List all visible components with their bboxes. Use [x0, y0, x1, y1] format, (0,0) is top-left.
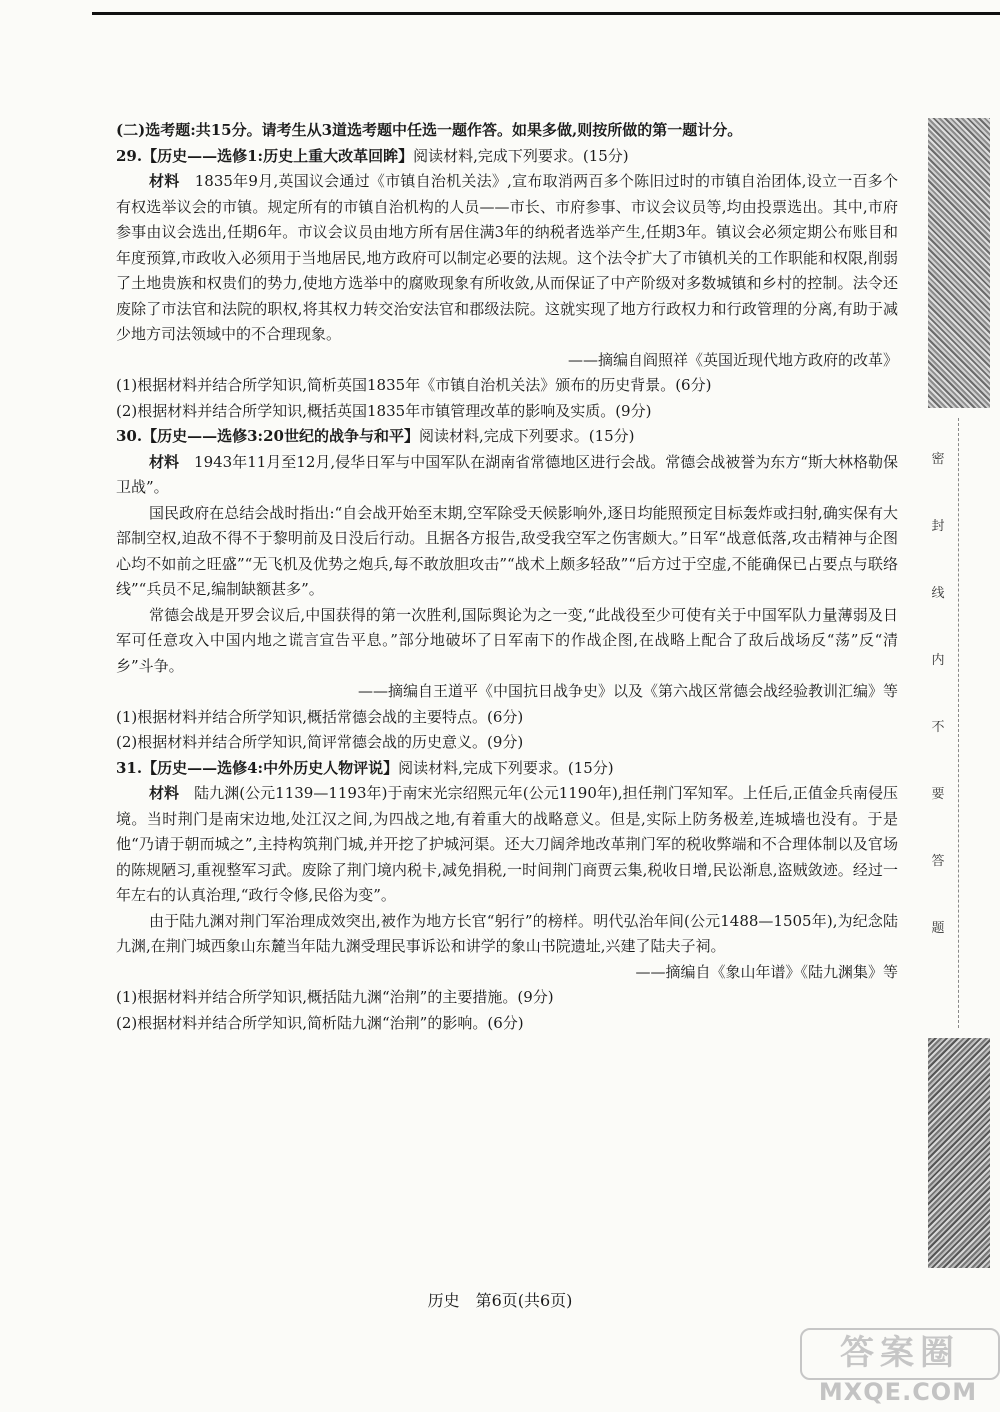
seal-char: 线 — [931, 586, 945, 601]
material-text: 陆九渊(公元1139—1193年)于南宋光宗绍熙元年(公元1190年),担任荆门军知军。上任后,正值金兵南侵压境。当时荆门是南宋边地,处江汉之间,为四战之地,有着重大的战略意义。但是,实际上防务极差,连城墙也没有。于是他“乃请于朝而城之”,主持构筑荆门城,并开挖了护城河渠。还大刀阔斧地改革荆门军的税收弊端和不合理体制以及官场的陈规陋习,重视整军习武。废除了荆门境内税卡,减免捐税,一时间荆门商贾云集,税收日增,民讼渐息,盗贼敛迹。经过一年左右的认真治理,“政行令修,民俗为变”。 — [116, 784, 898, 904]
watermark-url: MXQE.COM — [818, 1378, 978, 1406]
page-footer: 历史 第6页(共6页) — [427, 1291, 573, 1310]
material-paragraph — [116, 781, 898, 909]
material-source: ——摘编自《象山年谱》《陆九渊集》等 — [635, 962, 898, 981]
scan-texture-top — [928, 118, 990, 408]
material-label: 材料 — [149, 784, 180, 802]
question-30 — [116, 424, 898, 756]
material-paragraph — [116, 450, 898, 501]
scan-texture-bottom — [928, 1038, 990, 1268]
question-number: 31. — [116, 758, 143, 777]
material-label: 材料 — [149, 452, 180, 471]
question-header — [116, 756, 898, 782]
material-label: 材料 — [149, 172, 180, 190]
question-29 — [116, 144, 898, 425]
subquestion: (1)根据材料并结合所学知识,简析英国1835年《市镇自治机关法》颁布的历史背景。(6分) — [116, 376, 712, 394]
material-text: 1835年9月,英国议会通过《市镇自治机关法》,宣布取消两百多个陈旧过时的市镇自治团体,设立一百多个有权选举议会的市镇。规定所有的市镇自治机构的人员——市长、市府参事、市议会议员等,均由投票选出。其中,市府参事由议会选出,任期6年。市议会议员由地方所有居住满3年的纳税者选举产生,任期3年。镇议会必须定期公布账目和年度预算,市政收入必须用于当地居民,地方政府可以制定必要的法规。这个法令扩大了市镇机关的工作职能和权限,削弱了土地贵族和权贵们的势力,使地方选举中的腐败现象有所收敛,从而保证了中产阶级对多数城镇和乡村的控制。法令还废除了市法官和法院的职权,将其权力转交治安法官和郡级法院。这就实现了地方行政权力和行政管理的分离,有助于减少地方司法领域中的不合理现象。 — [116, 172, 898, 343]
material-paragraph: 国民政府在总结会战时指出:“自会战开始至末期,空军除受天候影响外,逐日均能照预定目标轰炸或扫射,确实保有大部制空权,迫敌不得不于黎明前及日没后行动。且据各方报告,敌受我空军之伤害颇大。”日军“战意低落,攻击精神与企图心均不如前之旺盛”“无飞机及优势之炮兵,每不敢放胆攻击”“战术上颇多轻敌”“后方过于空虚,不能确保已占要点与联络线”“兵员不足,编制缺额甚多”。 — [116, 503, 898, 598]
material-source: ——摘编自阎照祥《英国近现代地方政府的改革》 — [567, 350, 898, 369]
question-tag: 【历史——选修3:20世纪的战争与和平】 — [142, 427, 419, 445]
question-instruction: 阅读材料,完成下列要求。(15分) — [413, 146, 629, 165]
exam-content — [116, 118, 898, 1036]
question-31 — [116, 756, 898, 1037]
seal-char: 内 — [931, 653, 945, 668]
material-paragraph — [116, 169, 898, 348]
subquestion: (2)根据材料并结合所学知识,概括英国1835年市镇管理改革的影响及实质。(9分) — [116, 401, 652, 420]
material-paragraph: 常德会战是开罗会议后,中国获得的第一次胜利,国际舆论为之一变,“此战役至少可使有关于中国军队力量薄弱及日军可任意攻入中国内地之谎言宣告平息。”部分地破坏了日军南下的作战企图,在战略上配合了敌后战场反“荡”反“清乡”斗争。 — [116, 605, 898, 675]
watermark — [800, 1328, 996, 1408]
question-header — [116, 424, 898, 450]
seal-char: 要 — [931, 787, 945, 802]
question-tag: 【历史——选修4:中外历史人物评说】 — [142, 758, 399, 777]
subquestion: (1)根据材料并结合所学知识,概括陆九渊“治荆”的主要措施。(9分) — [116, 988, 554, 1006]
watermark-logo: 答案圈 — [800, 1328, 1000, 1380]
question-instruction: 阅读材料,完成下列要求。(15分) — [418, 427, 635, 445]
material-paragraph: 由于陆九渊对荆门军治理成效突出,被作为地方长官“躬行”的榜样。明代弘治年间(公元1488—1505年),为纪念陆九渊,在荆门城西象山东麓当年陆九渊受理民事诉讼和讲学的象山书院遗址,兴建了陆夫子祠。 — [116, 911, 898, 955]
question-tag: 【历史——选修1:历史上重大改革回眸】 — [142, 146, 414, 165]
section-header: (二)选考题:共15分。请考生从3道选考题中任选一题作答。如果多做,则按所做的第一题计分。 — [116, 121, 743, 139]
seal-char: 不 — [931, 720, 945, 735]
seal-dashed-line — [958, 418, 960, 1028]
subquestion: (1)根据材料并结合所学知识,概括常德会战的主要特点。(6分) — [116, 707, 524, 726]
seal-char: 答 — [931, 854, 945, 869]
question-instruction: 阅读材料,完成下列要求。(15分) — [398, 758, 614, 777]
seal-line-text — [928, 448, 948, 984]
seal-char: 题 — [931, 921, 945, 936]
binding-margin — [928, 118, 990, 1268]
question-number: 30. — [116, 427, 143, 445]
question-header — [116, 144, 898, 170]
subquestion: (2)根据材料并结合所学知识,简评常德会战的历史意义。(9分) — [116, 733, 524, 751]
top-rule — [92, 12, 1000, 15]
seal-char: 封 — [931, 519, 945, 534]
material-source: ——摘编自王道平《中国抗日战争史》以及《第六战区常德会战经验教训汇编》等 — [357, 682, 898, 700]
material-text: 1943年11月至12月,侵华日军与中国军队在湖南省常德地区进行会战。常德会战被誉为东方“斯大林格勒保卫战”。 — [116, 452, 898, 496]
seal-char: 密 — [931, 452, 945, 467]
question-number: 29. — [116, 146, 143, 165]
subquestion: (2)根据材料并结合所学知识,简析陆九渊“治荆”的影响。(6分) — [116, 1013, 524, 1032]
